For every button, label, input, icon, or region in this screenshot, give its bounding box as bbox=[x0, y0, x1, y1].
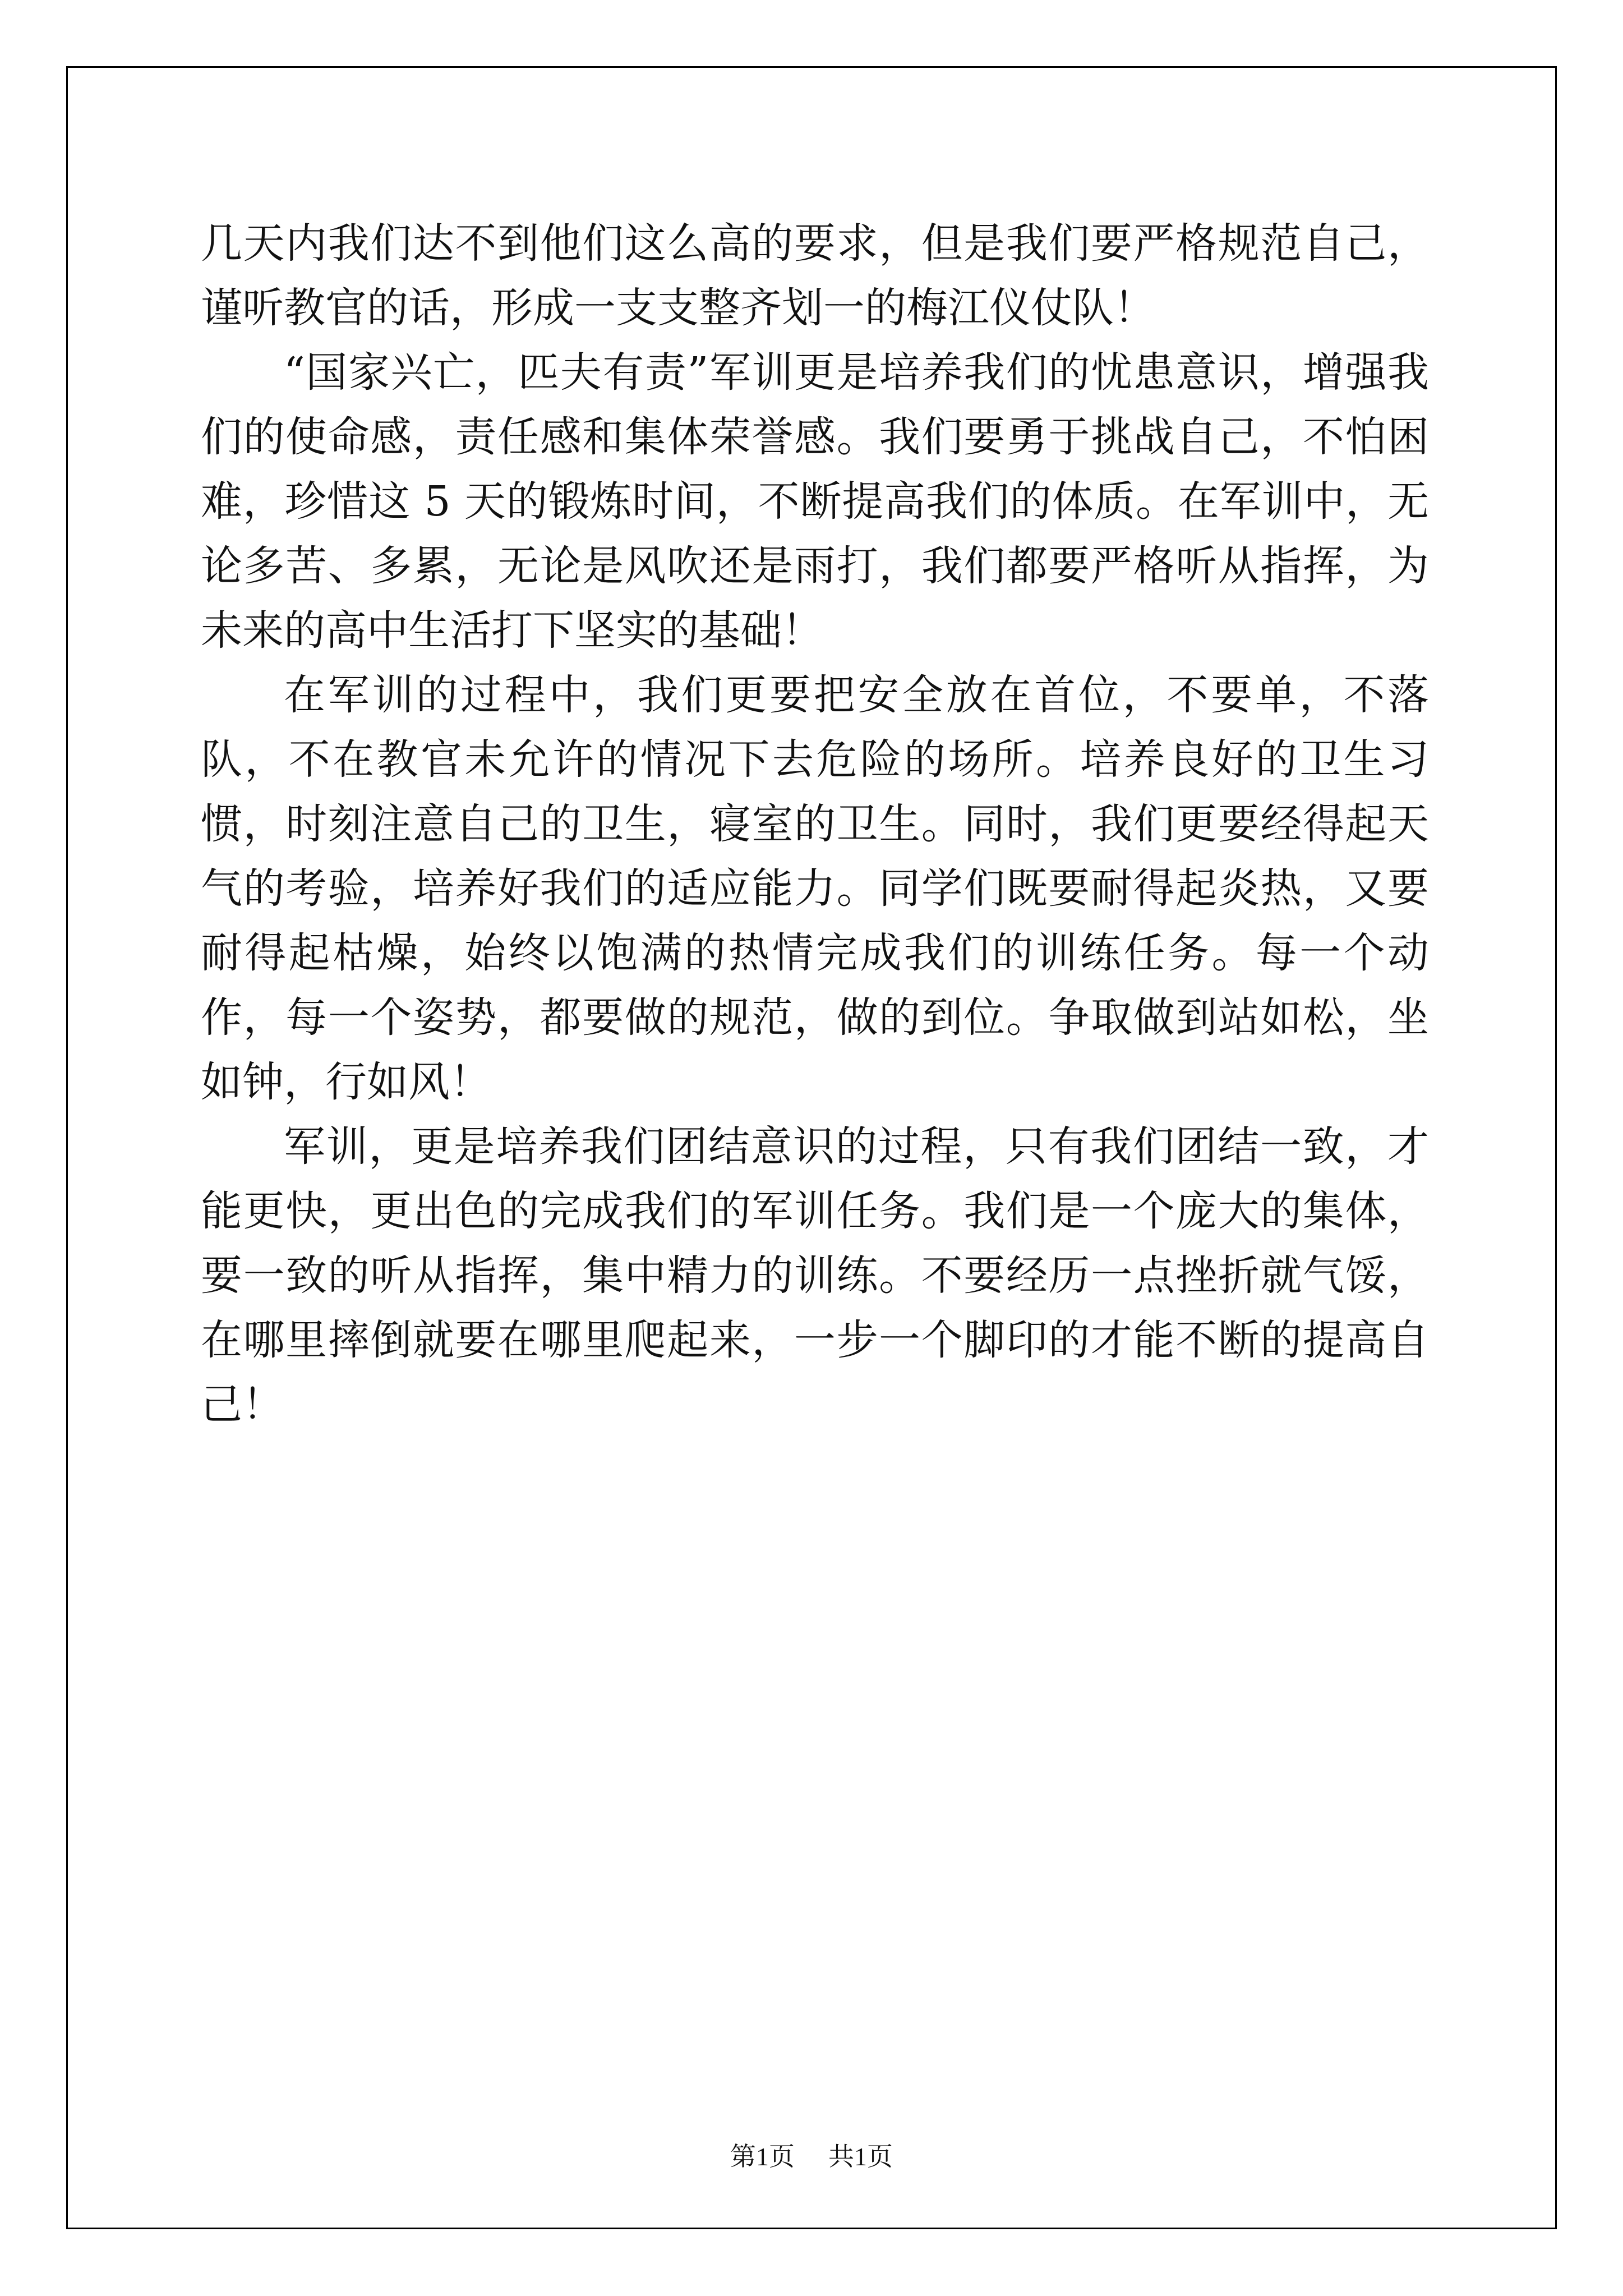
paragraph-4: 军训，更是培养我们团结意识的过程，只有我们团结一致，才能更快，更出色的完成我们的军训任务。我们是一个庞大的集体，要一致的听从指挥，集中精力的训练。不要经历一点挫折就气馁，在哪里摔倒就要在哪里爬起来，一步一个脚印的才能不断的提高自己！ bbox=[201, 1122, 1429, 1429]
page-footer bbox=[0, 2136, 1623, 2173]
total-pages-label: 共1页 bbox=[828, 2142, 893, 2171]
paragraph-3: 在军训的过程中，我们更要把安全放在首位，不要单，不落队，不在教官未允许的情况下去危险的场所。培养良好的卫生习惯，时刻注意自己的卫生，寝室的卫生。同时，我们更要经得起天气的考验，培养好我们的适应能力。同学们既要耐得起炎热，又要耐得起枯燥，始终以饱满的热情完成我们的训练任务。每一个动作，每一个姿势，都要做的规范，做的到位。争取做到站如松，坐如钟，行如风！ bbox=[201, 671, 1429, 1106]
paragraph-2: “国家兴亡，匹夫有责”军训更是培养我们的忧患意识，增强我们的使命感，责任感和集体荣誉感。我们要勇于挑战自己，不怕困难，珍惜这 5 天的锻炼时间，不断提高我们的体质。在军训中，无论多苦、多累，无论是风吹还是雨打，我们都要严格听从指挥，为未来的高中生活打下坚实的基础！ bbox=[201, 348, 1429, 655]
paragraph-1: 几天内我们达不到他们这么高的要求，但是我们要严格规范自己，谨听教官的话，形成一支支整齐划一的梅江仪仗队！ bbox=[201, 219, 1429, 332]
current-page-label: 第1页 bbox=[730, 2142, 795, 2171]
document-body bbox=[201, 211, 1429, 1437]
